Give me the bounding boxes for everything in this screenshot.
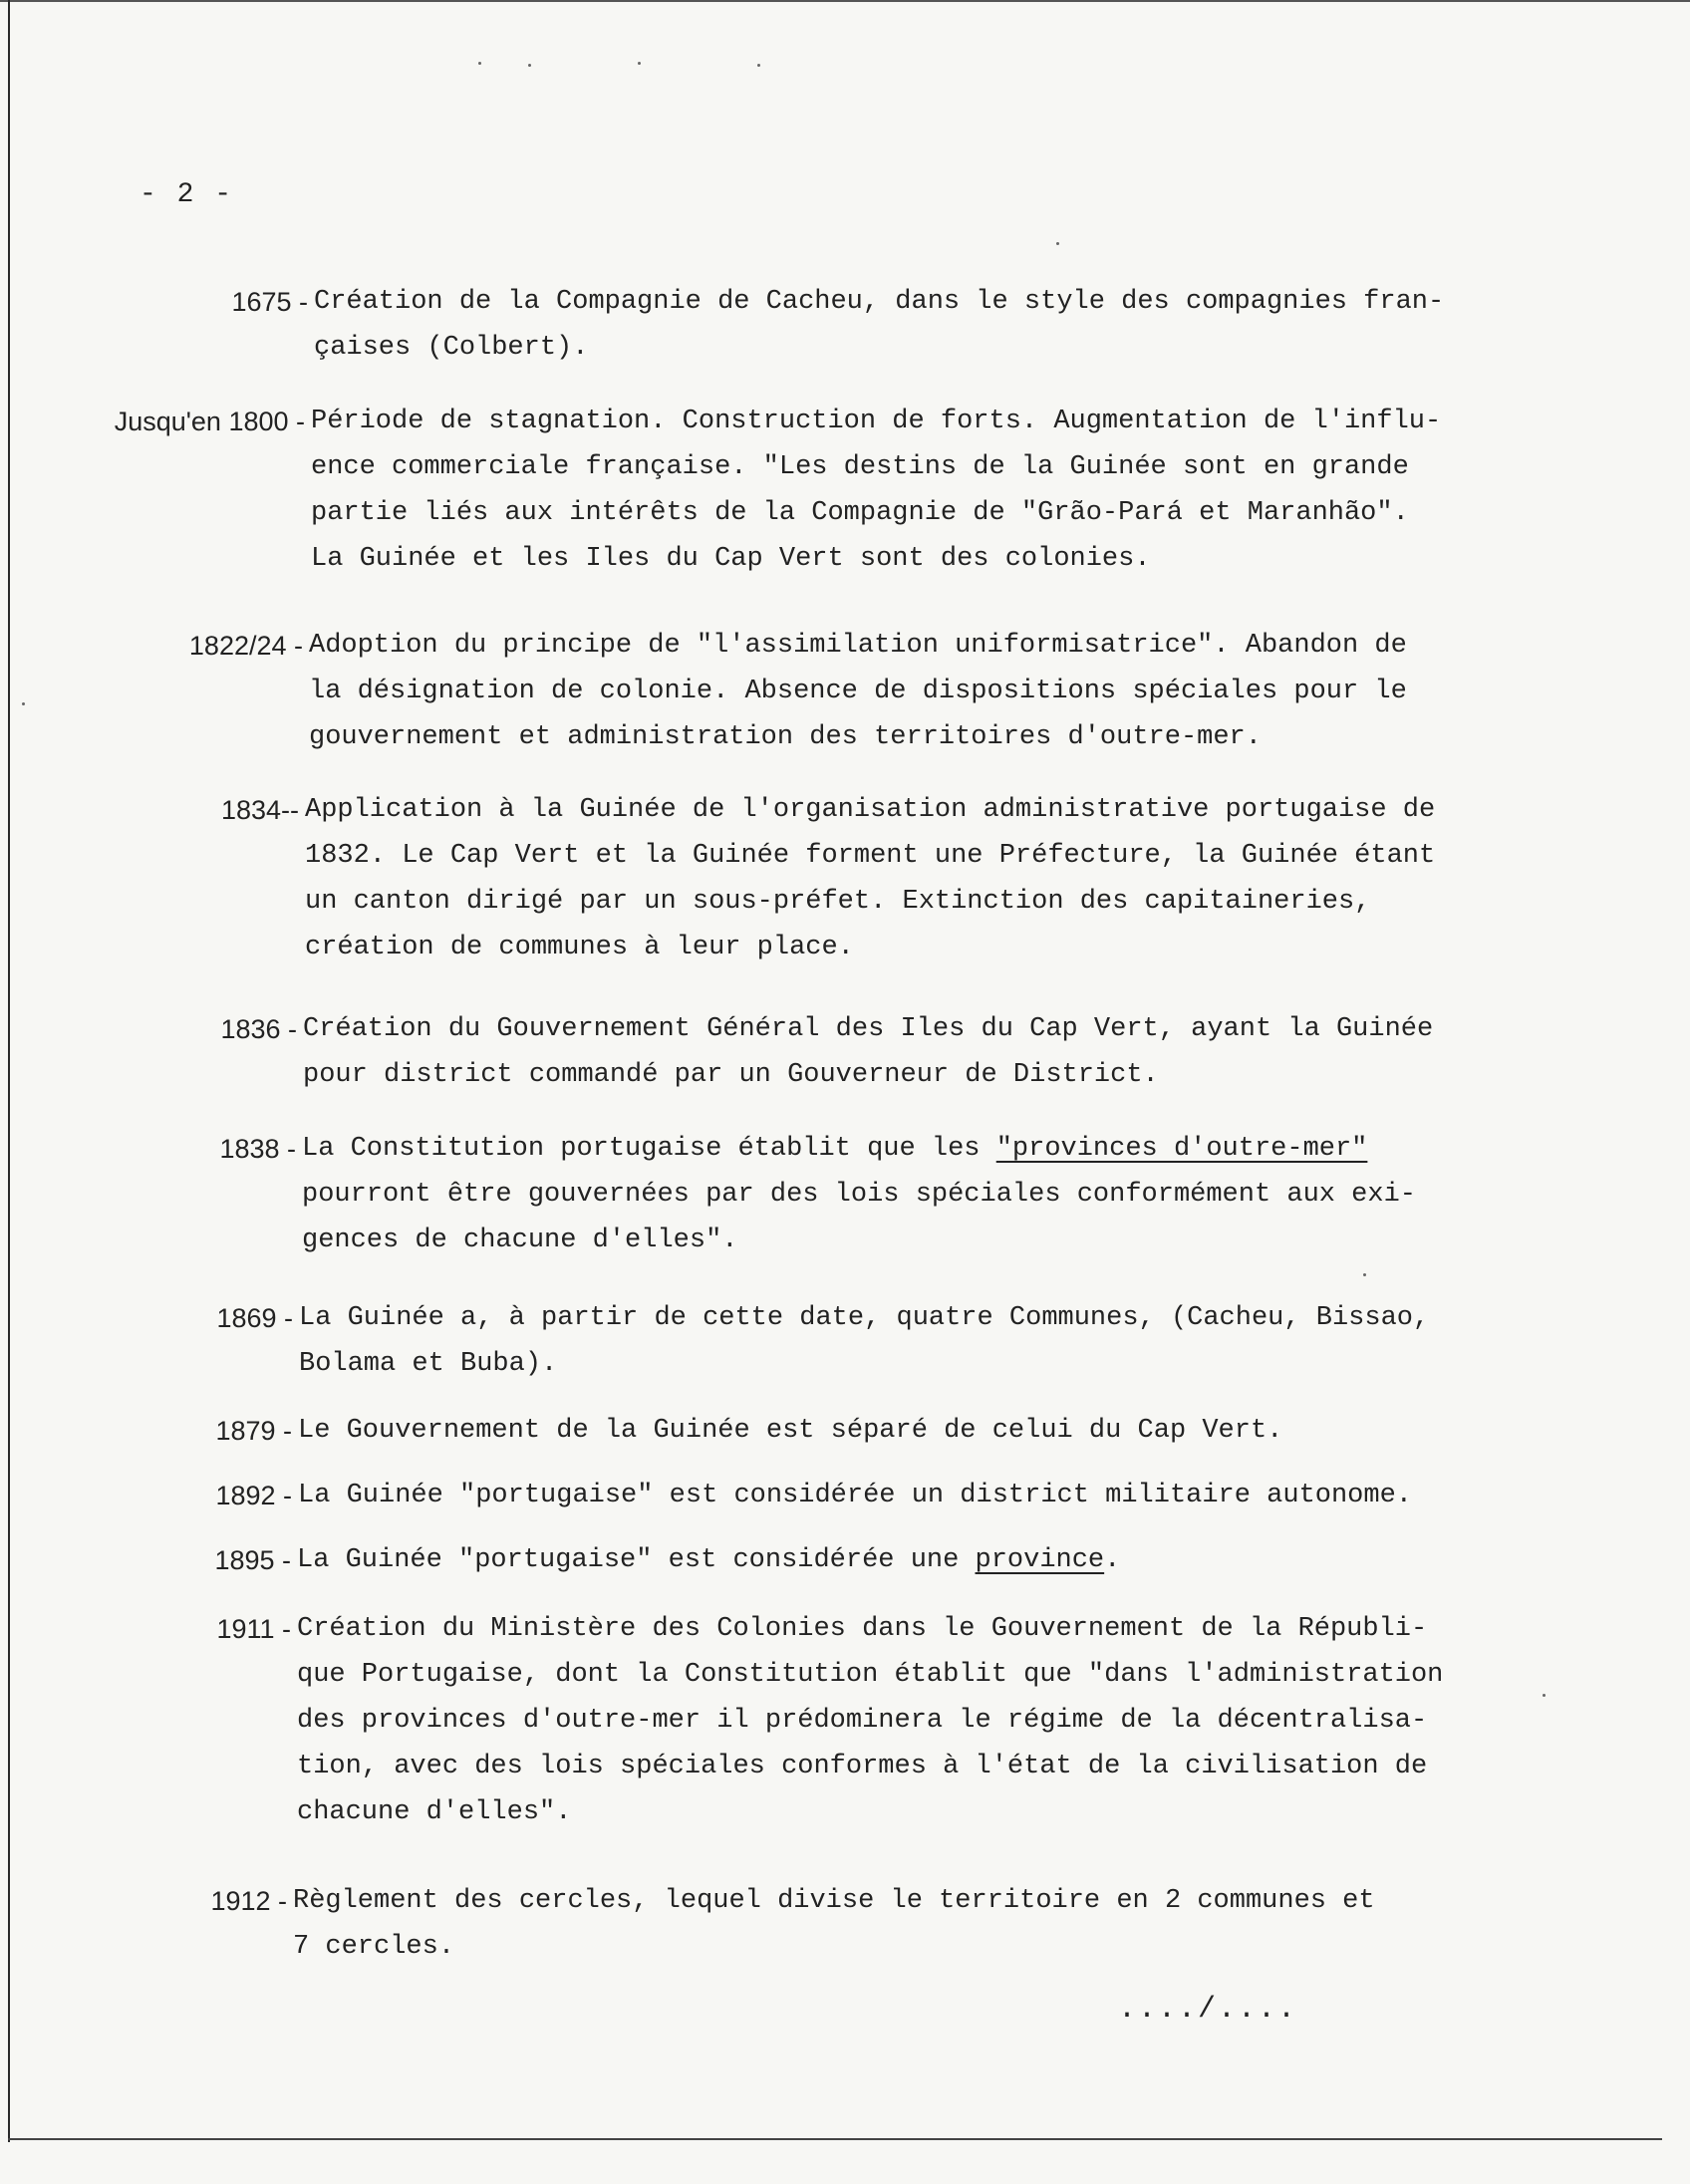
entry-line: un canton dirigé par un sous-préfet. Extinction des capitaineries, <box>305 887 1371 917</box>
entry-text <box>299 1295 1429 1387</box>
page-left-edge <box>8 0 10 2142</box>
entry-line: 1832. Le Cap Vert et la Guinée forment une Préfecture, la Guinée étant <box>305 841 1436 871</box>
entry-date: 1675 - <box>231 287 308 317</box>
entry-line <box>302 1126 1416 1172</box>
entry-line: partie liés aux intérêts de la Compagnie de "Grão-Pará et Maranhão". <box>311 498 1409 528</box>
scan-speck <box>478 62 481 65</box>
entry-line: ence commerciale française. "Les destins de la Guinée sont en grande <box>311 452 1409 482</box>
entry-line: chacune d'elles". <box>297 1797 572 1827</box>
entry-date: 1892 - <box>215 1481 292 1510</box>
entry-line: Création de la Compagnie de Cacheu, dans le style des compagnies fran- <box>314 287 1445 317</box>
entry-text <box>297 1606 1443 1835</box>
scan-speck <box>1543 1694 1546 1697</box>
entry-line: 7 cercles. <box>293 1932 455 1962</box>
timeline-entry-1912 <box>210 1878 1375 1970</box>
entry-line: Règlement des cercles, lequel divise le territoire en 2 communes et <box>293 1886 1375 1916</box>
page-bottom-edge <box>8 2138 1662 2140</box>
timeline-entry-1911 <box>216 1606 1444 1835</box>
entry-date: 1822/24 - <box>188 631 303 661</box>
entry-line: Adoption du principe de "l'assimilation uniformisatrice". Abandon de <box>309 631 1407 661</box>
entry-text <box>298 1408 1282 1454</box>
timeline-entry-1892 <box>215 1473 1412 1518</box>
entry-date: 1836 - <box>220 1014 297 1044</box>
entry-line: La Guinée et les Iles du Cap Vert sont des colonies. <box>311 544 1151 574</box>
entry-text <box>303 1006 1433 1098</box>
entry-line: pour district commandé par un Gouverneur de District. <box>303 1060 1159 1090</box>
entry-date: 1895 - <box>214 1545 291 1575</box>
entry-line-text: . <box>1104 1545 1121 1575</box>
entry-line: Application à la Guinée de l'organisation administrative portugaise de <box>305 795 1436 825</box>
entry-text <box>309 623 1407 760</box>
entry-text <box>314 279 1444 371</box>
underlined-term: "provinces d'outre-mer" <box>995 1134 1368 1164</box>
timeline-entry-1800 <box>114 399 1442 582</box>
continuation-mark: ..../.... <box>1118 1993 1298 2027</box>
scan-speck <box>638 62 641 65</box>
entry-text <box>305 787 1435 970</box>
entry-line: Bolama et Buba). <box>299 1349 558 1379</box>
entry-line: la désignation de colonie. Absence de dispositions spéciales pour le <box>309 677 1407 706</box>
entry-line: Le Gouvernement de la Guinée est séparé de celui du Cap Vert. <box>298 1416 1283 1446</box>
entry-line <box>297 1537 1120 1583</box>
scan-speck <box>757 64 760 67</box>
timeline-entry-1879 <box>215 1408 1283 1454</box>
entry-line: création de communes à leur place. <box>305 933 854 962</box>
entry-line: des provinces d'outre-mer il prédominera le régime de la décentralisa- <box>297 1706 1428 1736</box>
scan-speck <box>1363 1273 1366 1276</box>
underlined-term: province <box>975 1545 1105 1575</box>
entry-line: Création du Ministère des Colonies dans le Gouvernement de la Républi- <box>297 1614 1428 1644</box>
entry-line: gouvernement et administration des territoires d'outre-mer. <box>309 722 1262 752</box>
timeline-entry-1895 <box>214 1537 1121 1583</box>
entry-text <box>297 1537 1120 1583</box>
scan-speck <box>528 64 531 67</box>
entry-date: 1838 - <box>219 1134 296 1164</box>
timeline-entry-1834 <box>220 787 1436 970</box>
page-number: - 2 - <box>140 179 234 210</box>
scan-speck <box>1056 242 1059 245</box>
timeline-entry-1836 <box>220 1006 1434 1098</box>
entry-date: Jusqu'en 1800 - <box>114 407 305 436</box>
entry-line: tion, avec des lois spéciales conformes à l'état de la civilisation de <box>297 1752 1428 1781</box>
entry-date: 1911 - <box>216 1614 291 1644</box>
entry-line-text: La Guinée "portugaise" est considérée une <box>297 1545 976 1575</box>
scan-speck <box>22 702 25 705</box>
entry-text <box>302 1126 1416 1263</box>
entry-text <box>311 399 1441 582</box>
entry-line-text: La Constitution portugaise établit que les <box>302 1134 996 1164</box>
entry-line: çaises (Colbert). <box>314 333 589 363</box>
entry-text <box>293 1878 1375 1970</box>
entry-line: La Guinée a, à partir de cette date, quatre Communes, (Cacheu, Bissao, <box>299 1303 1430 1333</box>
entry-line: pourront être gouvernées par des lois spéciales conformément aux exi- <box>302 1180 1416 1210</box>
page-top-edge <box>0 0 1690 2</box>
entry-line: Période de stagnation. Construction de forts. Augmentation de l'influ- <box>311 407 1442 436</box>
entry-line: que Portugaise, dont la Constitution établit que "dans l'administration <box>297 1660 1444 1690</box>
entry-line: La Guinée "portugaise" est considérée un district militaire autonome. <box>298 1481 1412 1510</box>
timeline-entry-1869 <box>216 1295 1430 1387</box>
timeline-entry-1822 <box>188 623 1407 760</box>
entry-date: 1834-- <box>220 795 299 825</box>
entry-date: 1879 - <box>215 1416 292 1446</box>
entry-date: 1869 - <box>216 1303 293 1333</box>
timeline-entry-1675 <box>231 279 1445 371</box>
timeline-entry-1838 <box>219 1126 1416 1263</box>
entry-date: 1912 - <box>210 1886 287 1916</box>
entry-line: Création du Gouvernement Général des Iles du Cap Vert, ayant la Guinée <box>303 1014 1434 1044</box>
entry-line: gences de chacune d'elles". <box>302 1226 738 1255</box>
entry-text <box>298 1473 1412 1518</box>
